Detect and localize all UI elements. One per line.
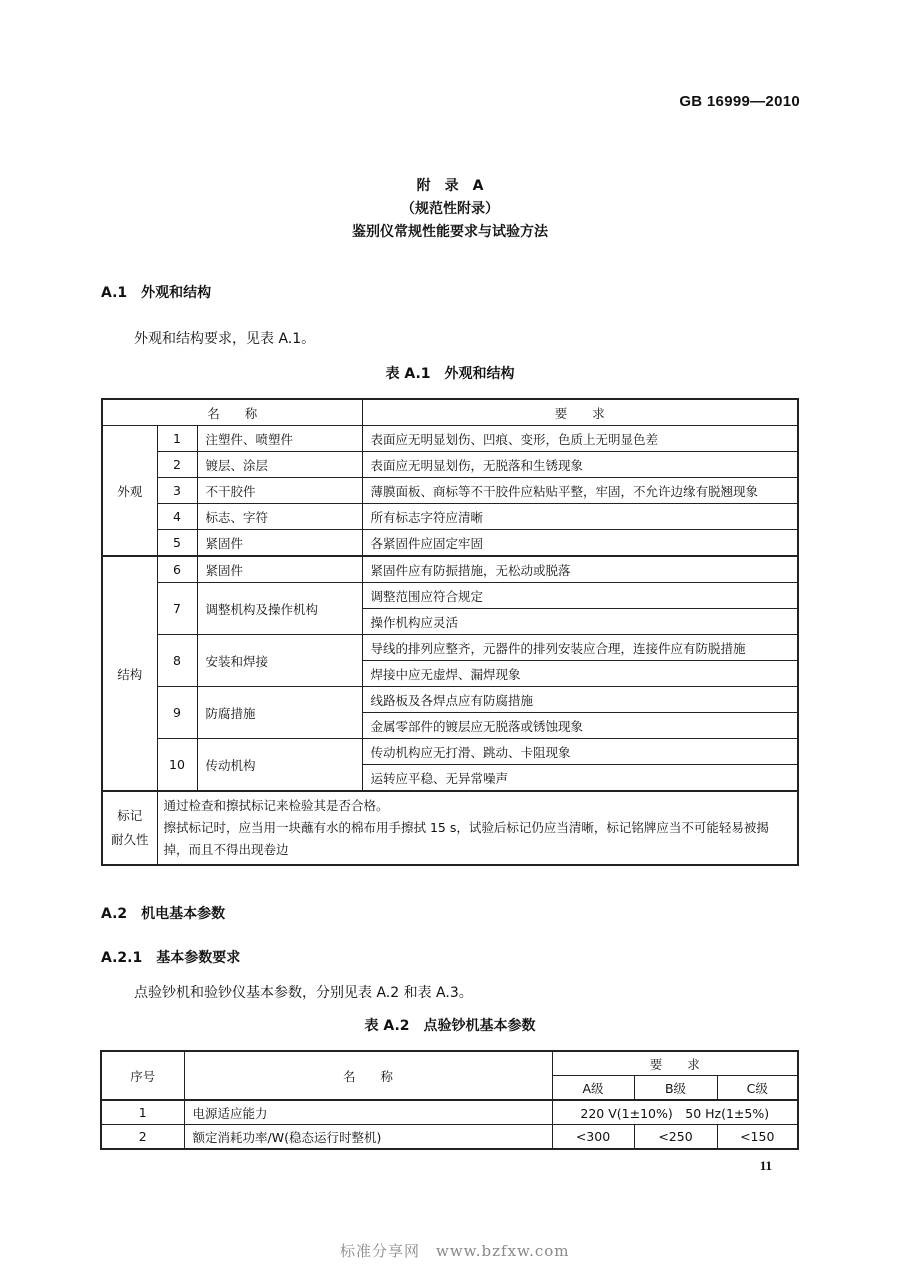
section-a2-heading: A.2 机电基本参数 <box>101 906 226 922</box>
row-value-b: <250 <box>634 1125 717 1150</box>
row-name: 标志、字符 <box>197 504 362 530</box>
row-no: 3 <box>157 478 197 504</box>
header-name: 名 称 <box>102 399 362 426</box>
table-row <box>102 452 798 478</box>
row-no: 8 <box>157 635 197 687</box>
table-row <box>102 478 798 504</box>
table-row <box>102 635 798 661</box>
header-no: 序号 <box>101 1051 184 1100</box>
row-no: 2 <box>101 1125 184 1150</box>
row-name: 不干胶件 <box>197 478 362 504</box>
row-name: 紧固件 <box>197 556 362 583</box>
row-name: 镀层、涂层 <box>197 452 362 478</box>
section-a2-paragraph: 点验钞机和验钞仪基本参数，分别见表 A.2 和表 A.3。 <box>134 985 473 1001</box>
header-grade-c: C级 <box>717 1076 798 1101</box>
row-req: 调整范围应符合规定 <box>362 583 798 609</box>
row-name: 调整机构及操作机构 <box>197 583 362 635</box>
table-a2 <box>100 1050 799 1150</box>
row-no: 9 <box>157 687 197 739</box>
marking-line-1: 通过检查和擦拭标记来检验其是否合格。 <box>163 798 389 813</box>
table-a1 <box>101 398 799 866</box>
marking-line-2: 擦拭标记时，应当用一块蘸有水的棉布用手擦拭 15 s，试验后标记仍应当清晰，标记铭牌应当不可能轻易被揭掉，而且不得出现卷边 <box>163 820 769 857</box>
appendix-title: 附 录 A <box>416 178 484 194</box>
table-header-row <box>101 1051 798 1076</box>
row-no: 5 <box>157 530 197 557</box>
header-requirement: 要 求 <box>362 399 798 426</box>
standard-number: GB 16999—2010 <box>679 93 800 110</box>
group-appearance: 外观 <box>102 426 157 557</box>
appendix-subtitle: （规范性附录） <box>401 201 499 217</box>
table-row <box>102 687 798 713</box>
row-name: 注塑件、喷塑件 <box>197 426 362 452</box>
header-grade-a: A级 <box>552 1076 634 1101</box>
row-no: 6 <box>157 556 197 583</box>
row-no: 4 <box>157 504 197 530</box>
table-a1-caption: 表 A.1 外观和结构 <box>385 366 515 382</box>
table-row <box>102 504 798 530</box>
row-req: 导线的排列应整齐，元器件的排列安装应合理，连接件应有防脱措施 <box>362 635 798 661</box>
row-req: 传动机构应无打滑、跳动、卡阻现象 <box>362 739 798 765</box>
table-header-row <box>102 399 798 426</box>
table-row <box>102 583 798 609</box>
header-name: 名 称 <box>184 1051 552 1100</box>
section-a21-heading: A.2.1 基本参数要求 <box>101 950 241 966</box>
row-name: 防腐措施 <box>197 687 362 739</box>
row-req: 运转应平稳、无异常噪声 <box>362 765 798 792</box>
table-row <box>101 1100 798 1125</box>
row-value-c: <150 <box>717 1125 798 1150</box>
row-name: 安装和焊接 <box>197 635 362 687</box>
row-name: 传动机构 <box>197 739 362 792</box>
row-value-a: <300 <box>552 1125 634 1150</box>
header-grade-b: B级 <box>634 1076 717 1101</box>
watermark: 标准分享网 www.bzfxw.com <box>340 1242 570 1260</box>
table-row <box>101 1125 798 1150</box>
header-requirement: 要 求 <box>552 1051 798 1076</box>
table-row <box>102 556 798 583</box>
row-req: 操作机构应灵活 <box>362 609 798 635</box>
group-structure: 结构 <box>102 556 157 791</box>
table-row <box>102 739 798 765</box>
row-req: 表面应无明显划伤、凹痕、变形，色质上无明显色差 <box>362 426 798 452</box>
row-name: 额定消耗功率/W(稳态运行时整机) <box>184 1125 552 1150</box>
group-marking: 标记 耐久性 <box>102 791 157 865</box>
row-no: 2 <box>157 452 197 478</box>
row-merged-value: 220 V(1±10%) 50 Hz(1±5%) <box>552 1100 798 1125</box>
row-req: 焊接中应无虚焊、漏焊现象 <box>362 661 798 687</box>
row-no: 10 <box>157 739 197 792</box>
row-req: 紧固件应有防振措施，无松动或脱落 <box>362 556 798 583</box>
row-req: 金属零部件的镀层应无脱落或锈蚀现象 <box>362 713 798 739</box>
row-req: 线路板及各焊点应有防腐措施 <box>362 687 798 713</box>
row-no: 1 <box>101 1100 184 1125</box>
row-no: 1 <box>157 426 197 452</box>
table-row <box>102 530 798 557</box>
section-a1-heading: A.1 外观和结构 <box>101 285 212 301</box>
row-req: 所有标志字符应清晰 <box>362 504 798 530</box>
section-a1-paragraph: 外观和结构要求，见表 A.1。 <box>134 331 316 347</box>
marking-text <box>157 791 798 865</box>
row-name: 电源适应能力 <box>184 1100 552 1125</box>
appendix-heading: 鉴别仪常规性能要求与试验方法 <box>352 224 548 240</box>
table-row-marking <box>102 791 798 865</box>
table-a2-caption: 表 A.2 点验钞机基本参数 <box>364 1018 536 1034</box>
row-name: 紧固件 <box>197 530 362 557</box>
row-req: 各紧固件应固定牢固 <box>362 530 798 557</box>
page-number: 11 <box>759 1158 772 1173</box>
table-row <box>102 426 798 452</box>
row-req: 表面应无明显划伤，无脱落和生锈现象 <box>362 452 798 478</box>
row-req: 薄膜面板、商标等不干胶件应粘贴平整，牢固，不允许边缘有脱翘现象 <box>362 478 798 504</box>
row-no: 7 <box>157 583 197 635</box>
